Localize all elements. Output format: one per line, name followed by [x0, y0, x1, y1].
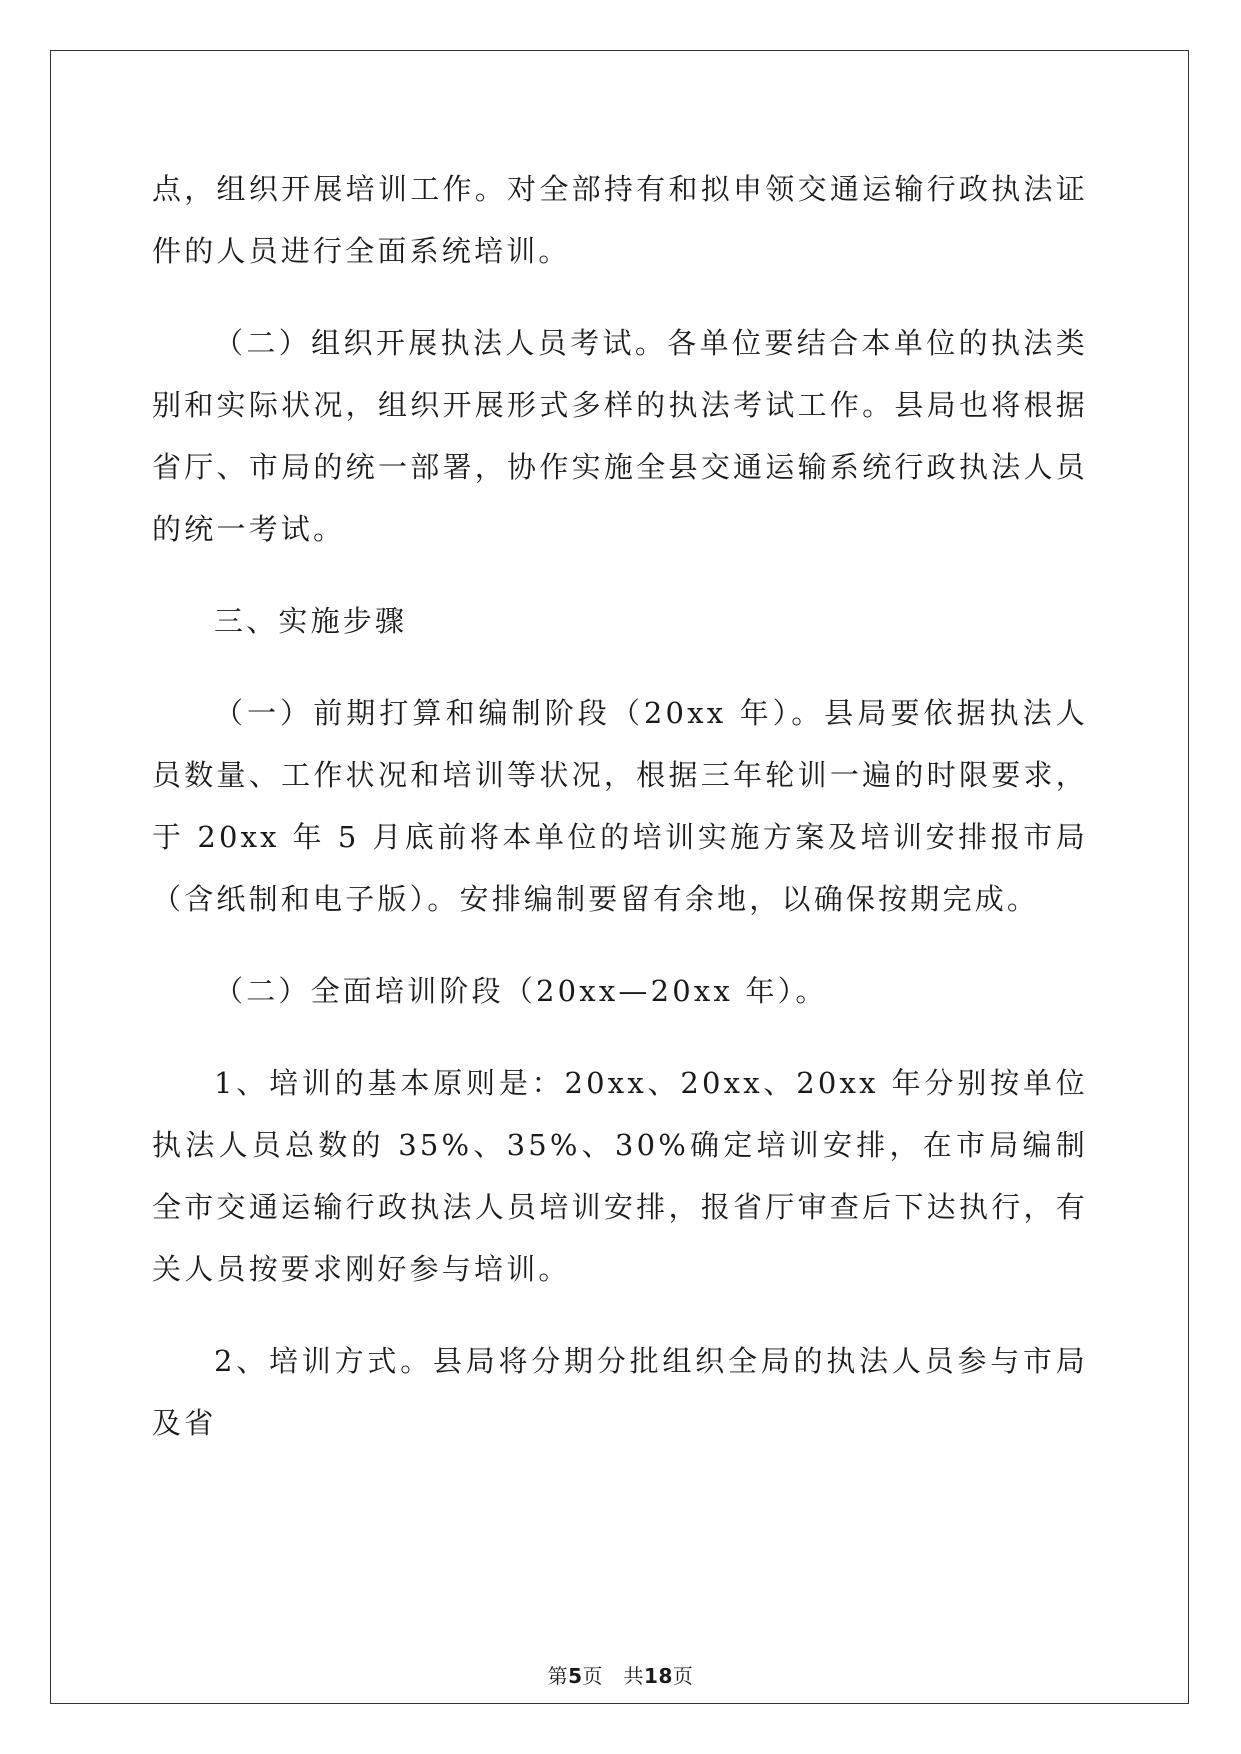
- paragraph-1: 点，组织开展培训工作。对全部持有和拟申领交通运输行政执法证件的人员进行全面系统培训。: [152, 172, 1088, 268]
- paragraph-5: 1、培训的基本原则是：20xx、20xx、20xx 年分别按单位执法人员总数的 35%、35%、30%确定培训安排，在市局编制全市交通运输行政执法人员培训安排，报省厅审查后下达执行，有关人员按要求刚好参与培训。: [152, 1066, 1088, 1286]
- paragraph-4: （二）全面培训阶段（20xx—20xx 年）。: [214, 974, 828, 1008]
- page-footer: [0, 1664, 1241, 1688]
- footer-middle: 页 共: [582, 1664, 645, 1688]
- paragraph-6: 2、培训方式。县局将分期分批组织全局的执法人员参与市局及省: [152, 1344, 1088, 1440]
- paragraph-2: （二）组织开展执法人员考试。各单位要结合本单位的执法类别和实际状况，组织开展形式多样的执法考试工作。县局也将根据省厅、市局的统一部署，协作实施全县交通运输系统行政执法人员的统一考试。: [152, 326, 1088, 546]
- total-page-number: 18: [644, 1664, 673, 1688]
- document-body: [152, 158, 1088, 1484]
- section-heading: 三、实施步骤: [214, 604, 408, 638]
- paragraph-3: （一）前期打算和编制阶段（20xx 年）。县局要依据执法人员数量、工作状况和培训等状况，根据三年轮训一遍的时限要求，于 20xx 年 5 月底前将本单位的培训实施方案及培训安排报市局（含纸制和电子版）。安排编制要留有余地，以确保按期完成。: [152, 696, 1088, 916]
- footer-suffix: 页: [672, 1664, 694, 1688]
- current-page-number: 5: [568, 1664, 583, 1688]
- footer-prefix: 第: [547, 1664, 569, 1688]
